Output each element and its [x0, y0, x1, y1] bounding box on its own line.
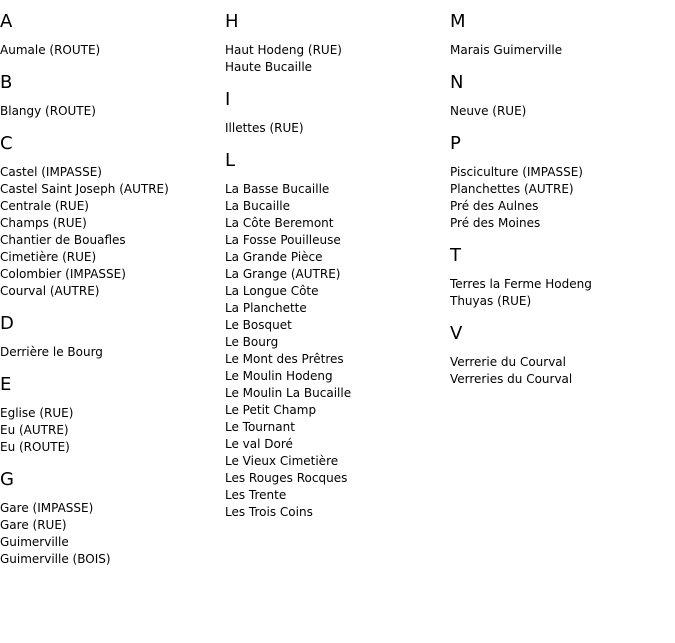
street-link[interactable]: La Longue Côte	[225, 284, 319, 298]
street-link[interactable]: Le Moulin Hodeng	[225, 369, 333, 383]
letter-heading: V	[450, 323, 463, 344]
letter-group	[0, 375, 225, 456]
letter-group	[450, 246, 675, 310]
street-link[interactable]: Haut Hodeng (RUE)	[225, 43, 342, 57]
street-link[interactable]: Pisciculture (IMPASSE)	[450, 165, 583, 179]
letter-heading: N	[450, 72, 464, 93]
letter-group	[225, 12, 450, 76]
street-link[interactable]: La Fosse Pouilleuse	[225, 233, 341, 247]
street-link[interactable]: Pré des Moines	[450, 216, 541, 230]
street-link[interactable]: Verrerie du Courval	[450, 355, 566, 369]
letter-heading: H	[225, 11, 239, 32]
street-link[interactable]: Verreries du Courval	[450, 372, 573, 386]
street-link[interactable]: Eu (ROUTE)	[0, 440, 70, 454]
street-link[interactable]: Le Vieux Cimetière	[225, 454, 339, 468]
letter-heading: T	[450, 245, 461, 266]
street-link[interactable]: Thuyas (RUE)	[450, 294, 532, 308]
index-column	[0, 0, 225, 582]
letter-group	[0, 73, 225, 120]
street-link[interactable]: Castel Saint Joseph (AUTRE)	[0, 182, 169, 196]
index-column	[450, 0, 675, 582]
letter-heading: L	[225, 150, 236, 171]
letter-group	[450, 73, 675, 120]
letter-heading: B	[0, 72, 13, 93]
street-link[interactable]: Le Petit Champ	[225, 403, 317, 417]
street-link[interactable]: Le val Doré	[225, 437, 293, 451]
street-link[interactable]: La Basse Bucaille	[225, 182, 330, 196]
letter-group	[0, 134, 225, 300]
street-link[interactable]: Le Moulin La Bucaille	[225, 386, 352, 400]
street-link[interactable]: Le Bosquet	[225, 318, 292, 332]
letter-group	[0, 314, 225, 361]
letter-group	[450, 134, 675, 232]
street-link[interactable]: Castel (IMPASSE)	[0, 165, 102, 179]
street-link[interactable]: Pré des Aulnes	[450, 199, 539, 213]
letter-group	[0, 12, 225, 59]
street-link[interactable]: Guimerville (BOIS)	[0, 552, 111, 566]
street-link[interactable]: Gare (RUE)	[0, 518, 67, 532]
letter-heading: M	[450, 11, 466, 32]
street-link[interactable]: Chantier de Bouafles	[0, 233, 126, 247]
street-link[interactable]: La Grange (AUTRE)	[225, 267, 341, 281]
letter-group	[450, 324, 675, 388]
letter-group	[0, 470, 225, 568]
street-link[interactable]: Terres la Ferme Hodeng	[450, 277, 592, 291]
letter-heading: G	[0, 469, 14, 490]
letter-heading: E	[0, 374, 12, 395]
street-link[interactable]: La Grande Pièce	[225, 250, 323, 264]
letter-group	[450, 12, 675, 59]
street-link[interactable]: Planchettes (AUTRE)	[450, 182, 574, 196]
street-link[interactable]: La Bucaille	[225, 199, 291, 213]
street-link[interactable]: Illettes (RUE)	[225, 121, 304, 135]
letter-heading: C	[0, 133, 13, 154]
street-link[interactable]: Les Trois Coins	[225, 505, 313, 519]
street-link[interactable]: Guimerville	[0, 535, 69, 549]
street-link[interactable]: Courval (AUTRE)	[0, 284, 100, 298]
street-link[interactable]: Derrière le Bourg	[0, 345, 103, 359]
street-link[interactable]: Blangy (ROUTE)	[0, 104, 96, 118]
street-link[interactable]: Eglise (RUE)	[0, 406, 74, 420]
street-link[interactable]: Les Trente	[225, 488, 287, 502]
street-link[interactable]: Centrale (RUE)	[0, 199, 89, 213]
street-link[interactable]: Le Mont des Prêtres	[225, 352, 344, 366]
street-link[interactable]: La Planchette	[225, 301, 307, 315]
index-column	[225, 0, 450, 582]
letter-heading: I	[225, 89, 231, 110]
street-link[interactable]: Champs (RUE)	[0, 216, 87, 230]
street-link[interactable]: Eu (AUTRE)	[0, 423, 69, 437]
street-link[interactable]: Marais Guimerville	[450, 43, 563, 57]
street-link[interactable]: Gare (IMPASSE)	[0, 501, 94, 515]
street-link[interactable]: Le Bourg	[225, 335, 279, 349]
street-link[interactable]: Aumale (ROUTE)	[0, 43, 101, 57]
street-link[interactable]: La Côte Beremont	[225, 216, 334, 230]
street-link[interactable]: Neuve (RUE)	[450, 104, 527, 118]
street-link[interactable]: Haute Bucaille	[225, 60, 313, 74]
letter-group	[225, 151, 450, 521]
letter-heading: A	[0, 11, 13, 32]
letter-heading: P	[450, 133, 461, 154]
letter-group	[225, 90, 450, 137]
street-link[interactable]: Cimetière (RUE)	[0, 250, 97, 264]
street-link[interactable]: Colombier (IMPASSE)	[0, 267, 126, 281]
street-link[interactable]: Le Tournant	[225, 420, 295, 434]
street-link[interactable]: Les Rouges Rocques	[225, 471, 348, 485]
letter-heading: D	[0, 313, 14, 334]
